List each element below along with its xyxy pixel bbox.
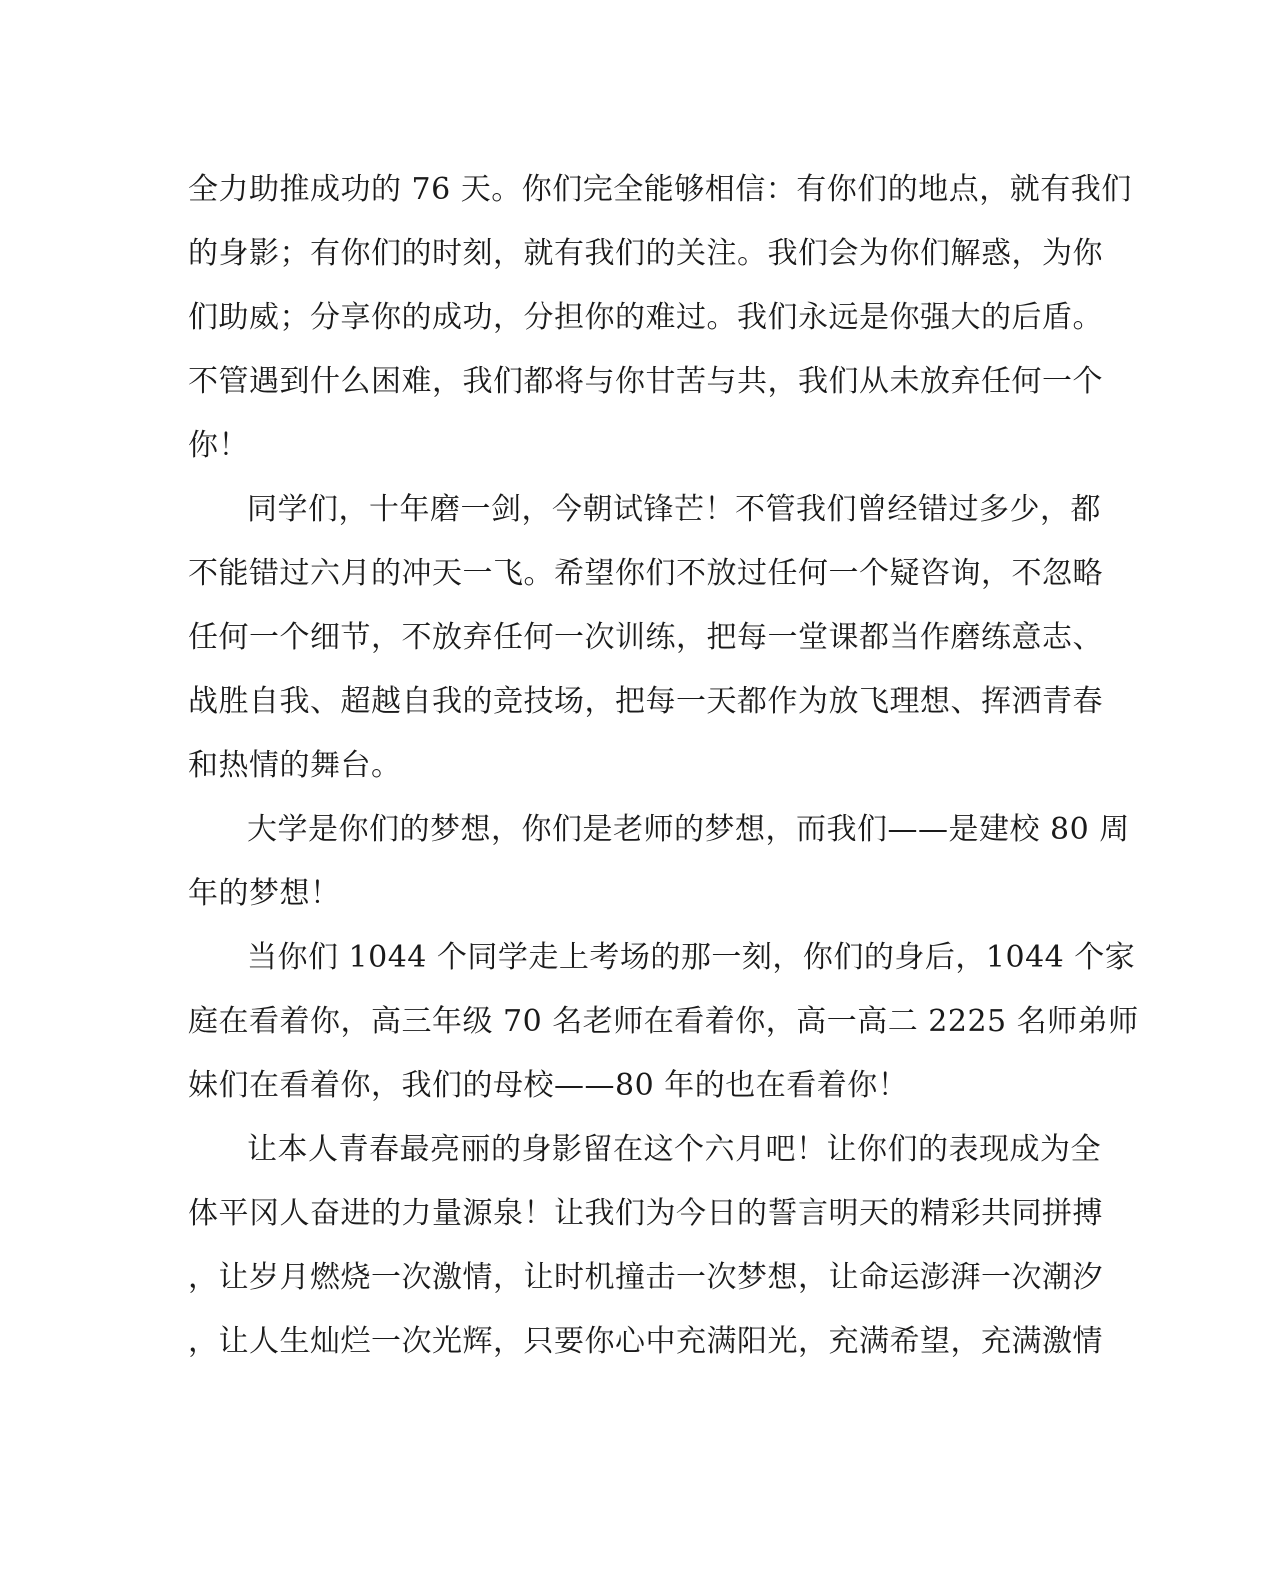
text-line: 让本人青春最亮丽的身影留在这个六月吧！让你们的表现成为全 [247,1132,1101,1167]
text-line: 当你们 1044 个同学走上考场的那一刻，你们的身后，1044 个家 [247,940,1136,975]
text-line: 不能错过六月的冲天一飞。希望你们不放过任何一个疑咨询，不忽略 [188,556,1103,591]
text-line: 们助威；分享你的成功，分担你的难过。我们永远是你强大的后盾。 [188,300,1103,335]
text-line: 任何一个细节，不放弃任何一次训练，把每一堂课都当作磨练意志、 [188,620,1103,655]
text-line: 妹们在看着你，我们的母校——80 年的也在看着你！ [188,1068,909,1103]
text-line: 战胜自我、超越自我的竞技场，把每一天都作为放飞理想、挥洒青春 [188,684,1103,719]
text-line: 同学们，十年磨一剑，今朝试锋芒！不管我们曾经错过多少，都 [247,492,1101,527]
text-line: 全力助推成功的 76 天。你们完全能够相信：有你们的地点，就有我们 [188,172,1132,207]
text-line: 不管遇到什么困难，我们都将与你甘苦与共，我们从未放弃任何一个 [188,364,1103,399]
text-line: 体平冈人奋进的力量源泉！让我们为今日的誓言明天的精彩共同拼搏 [188,1196,1103,1231]
text-line: ，让人生灿烂一次光辉，只要你心中充满阳光，充满希望，充满激情 [188,1324,1103,1359]
text-line: ，让岁月燃烧一次激情，让时机撞击一次梦想，让命运澎湃一次潮汐 [188,1260,1103,1295]
text-line: 年的梦想！ [188,876,341,911]
text-line: 庭在看着你，高三年级 70 名老师在看着你，高一高二 2225 名师弟师 [188,1004,1139,1039]
text-line: 你！ [188,428,249,463]
text-line: 和热情的舞台。 [188,748,402,783]
text-line: 的身影；有你们的时刻，就有我们的关注。我们会为你们解惑，为你 [188,236,1103,271]
text-line: 大学是你们的梦想，你们是老师的梦想，而我们——是建校 80 周 [247,812,1130,847]
